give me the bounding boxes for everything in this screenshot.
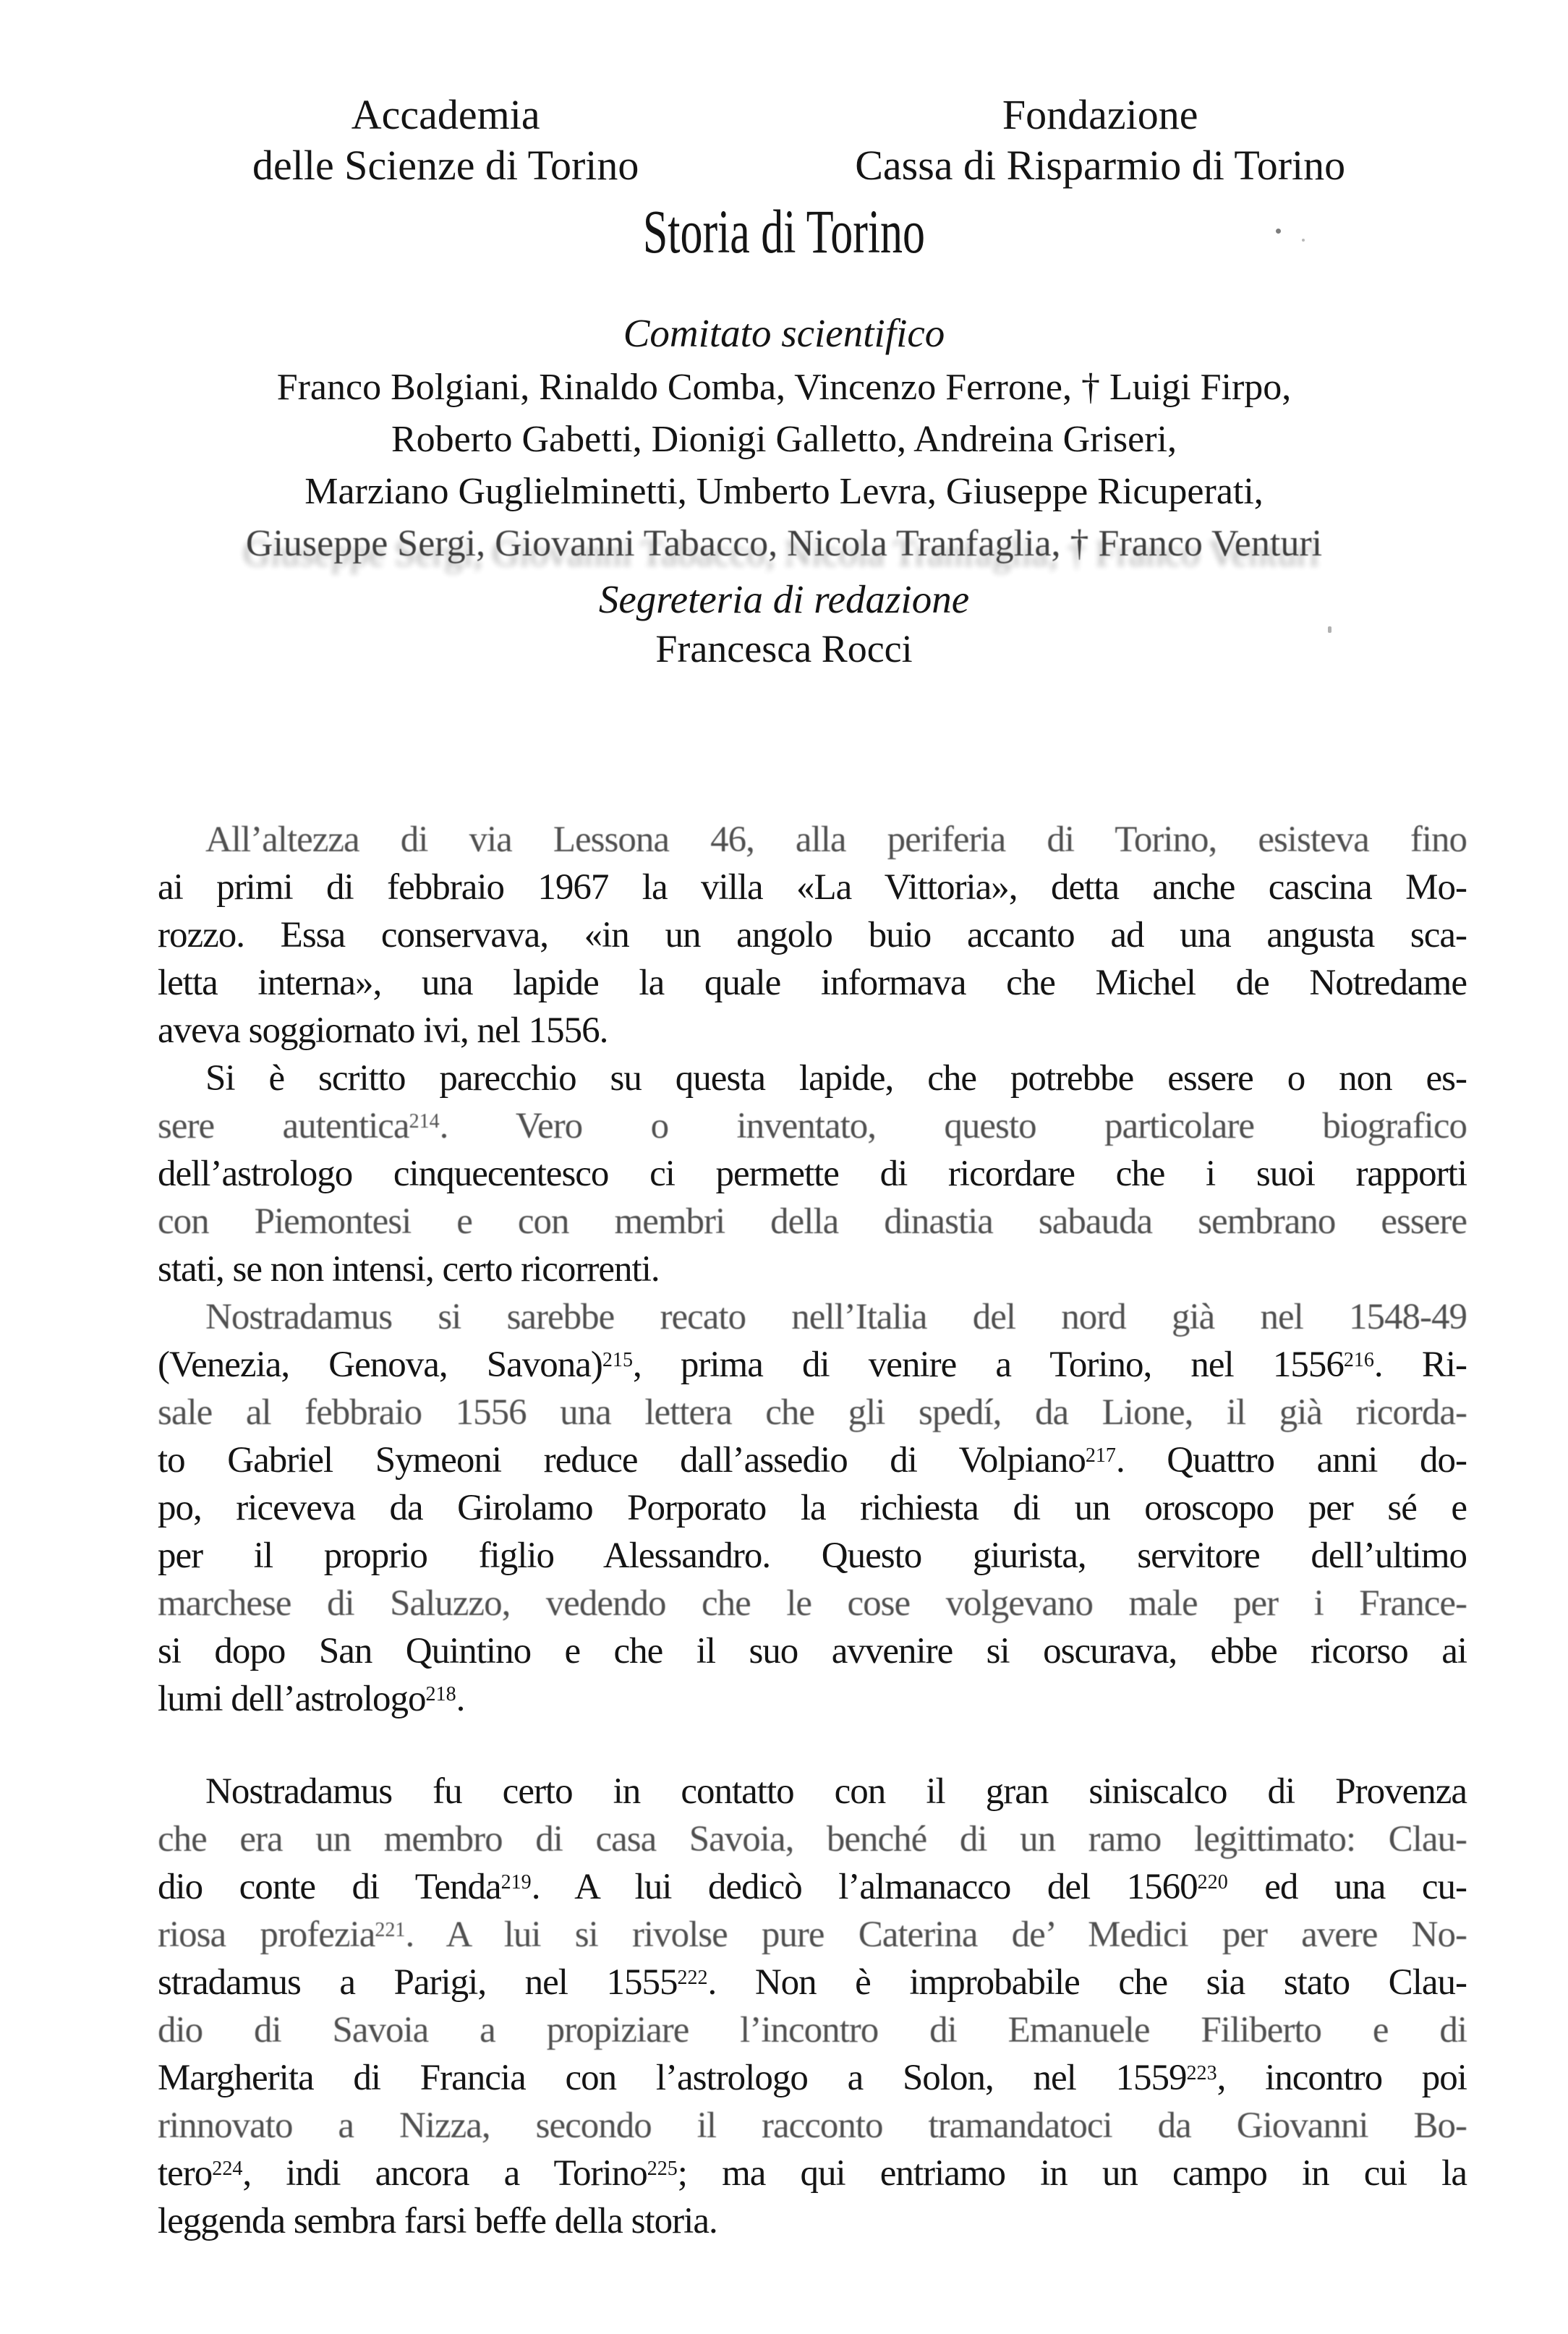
paragraph <box>158 816 1467 1055</box>
body-line: tero$^{224}$, indi ancora a Torino$^{225}$; ma qui entriamo in un campo in cui la <box>158 2153 1467 2194</box>
institution-right-line2: Cassa di Risparmio di Torino <box>855 142 1346 189</box>
institution-left <box>158 90 733 191</box>
footnote-ref: 223 <box>1186 2061 1217 2084</box>
publisher-institutions <box>158 90 1467 191</box>
footnote-ref: 217 <box>1085 1444 1116 1467</box>
body-line: rinnovato a Nizza, secondo il racconto tramandatoci da Giovanni Bo- <box>158 2105 1467 2146</box>
paragraph <box>158 1293 1467 1723</box>
footnote-ref: 221 <box>375 1918 406 1941</box>
body-line: Si è scritto parecchio su questa lapide, che potrebbe essere o non es- <box>205 1058 1467 1099</box>
footnote-ref: 225 <box>647 2157 678 2180</box>
body-line: marchese di Saluzzo, vedendo che le cose volgevano male per i France- <box>158 1583 1467 1624</box>
body-line: sale al febbraio 1556 una lettera che gli spedí, da Lione, il già ricorda- <box>158 1392 1467 1433</box>
footnote-ref: 220 <box>1197 1870 1228 1894</box>
scan-speck <box>1276 229 1281 234</box>
body-line: (Venezia, Genova, Savona)$^{215}$, prima di venire a Torino, nel 1556$^{216}$. Ri- <box>158 1345 1467 1385</box>
body-line: dio di Savoia a propiziare l’incontro di Emanuele Filiberto e di <box>158 2010 1467 2050</box>
body-line: leggenda sembra farsi beffe della storia. <box>158 2201 717 2241</box>
body-line: Nostradamus fu certo in contatto con il gran siniscalco di Provenza <box>205 1771 1467 1812</box>
paragraph <box>158 1055 1467 1293</box>
body-line: aveva soggiornato ivi, nel 1556. <box>158 1010 608 1051</box>
body-line: letta interna», una lapide la quale informava che Michel de Notredame <box>158 963 1467 1003</box>
committee-label: Comitato scientifico <box>623 311 945 355</box>
book-title-wrap <box>0 197 1568 266</box>
footnote-ref: 215 <box>602 1348 633 1371</box>
body-line: dio conte di Tenda$^{219}$. A lui dedicò l’almanacco del 1560$^{220}$ ed una cu- <box>158 1867 1467 1907</box>
paragraph <box>158 1768 1467 2245</box>
body-line: po, riceveva da Girolamo Porporato la richiesta di un oroscopo per sé e <box>158 1488 1467 1528</box>
body-line: to Gabriel Symeoni reduce dall’assedio di Volpiano$^{217}$. Quattro anni do- <box>158 1440 1467 1481</box>
body-line: che era un membro di casa Savoia, benché di un ramo legittimato: Clau- <box>158 1819 1467 1860</box>
committee-member-line: Roberto Gabetti, Dionigi Galletto, Andreina Griseri, <box>391 419 1177 460</box>
footnote-ref: 216 <box>1343 1348 1374 1371</box>
body-line: per il proprio figlio Alessandro. Questo giurista, servitore dell’ultimo <box>158 1536 1467 1576</box>
footnote-ref: 224 <box>212 2157 243 2180</box>
committee-member-line: Franco Bolgiani, Rinaldo Comba, Vincenzo Ferrone, † Luigi Firpo, <box>276 367 1292 408</box>
institution-right-line1: Fondazione <box>1002 91 1198 138</box>
book-title: Storia di Torino <box>642 197 926 266</box>
body-line: Nostradamus si sarebbe recato nell’Italia del nord già nel 1548-49 <box>205 1297 1467 1337</box>
body-text <box>158 816 1467 2245</box>
footnote-ref: 219 <box>500 1870 532 1894</box>
body-line: sere autentica$^{214}$. Vero o inventato, questo particolare biografico <box>158 1106 1467 1146</box>
footnote-ref: 218 <box>425 1682 456 1705</box>
body-line: riosa profezia$^{221}$. A lui si rivolse pure Caterina de’ Medici per avere No- <box>158 1915 1467 1955</box>
body-line: All’altezza di via Lessona 46, alla periferia di Torino, esisteva fino <box>205 819 1467 860</box>
scan-speck <box>1328 626 1331 633</box>
body-line: stati, se non intensi, certo ricorrenti. <box>158 1249 660 1290</box>
institution-left-line2: delle Scienze di Torino <box>252 142 639 189</box>
committee-member-line: Marziano Guglielminetti, Umberto Levra, Giuseppe Ricuperati, <box>304 471 1264 512</box>
body-line: ai primi di febbraio 1967 la villa «La Vittoria», detta anche cascina Mo- <box>158 867 1467 908</box>
body-line: dell’astrologo cinquecentesco ci permette di ricordare che i suoi rapporti <box>158 1154 1467 1194</box>
secretariat-name: Francesca Rocci <box>655 627 913 670</box>
footnote-ref: 222 <box>677 1966 708 1989</box>
institution-right <box>733 90 1467 191</box>
footnote-ref: 214 <box>409 1109 440 1133</box>
body-line: si dopo San Quintino e che il suo avvenire si oscurava, ebbe ricorso ai <box>158 1631 1467 1671</box>
body-line: con Piemontesi e con membri della dinastia sabauda sembrano essere <box>158 1201 1467 1242</box>
body-line: rozzo. Essa conservava, «in un angolo buio accanto ad una angusta sca- <box>158 915 1467 955</box>
body-line: lumi dell’astrologo$^{218}$. <box>158 1679 465 1719</box>
institution-left-line1: Accademia <box>351 91 540 138</box>
scan-speck <box>1302 239 1305 242</box>
body-line: Margherita di Francia con l’astrologo a Solon, nel 1559$^{223}$, incontro poi <box>158 2058 1467 2098</box>
body-line: stradamus a Parigi, nel 1555$^{222}$. Non è improbabile che sia stato Clau- <box>158 1962 1467 2003</box>
secretariat-label: Segreteria di redazione <box>598 577 970 621</box>
committee-member-line: Giuseppe Sergi, Giovanni Tabacco, Nicola Tranfaglia, † Franco Venturi <box>245 523 1323 564</box>
committee-members <box>0 362 1568 570</box>
